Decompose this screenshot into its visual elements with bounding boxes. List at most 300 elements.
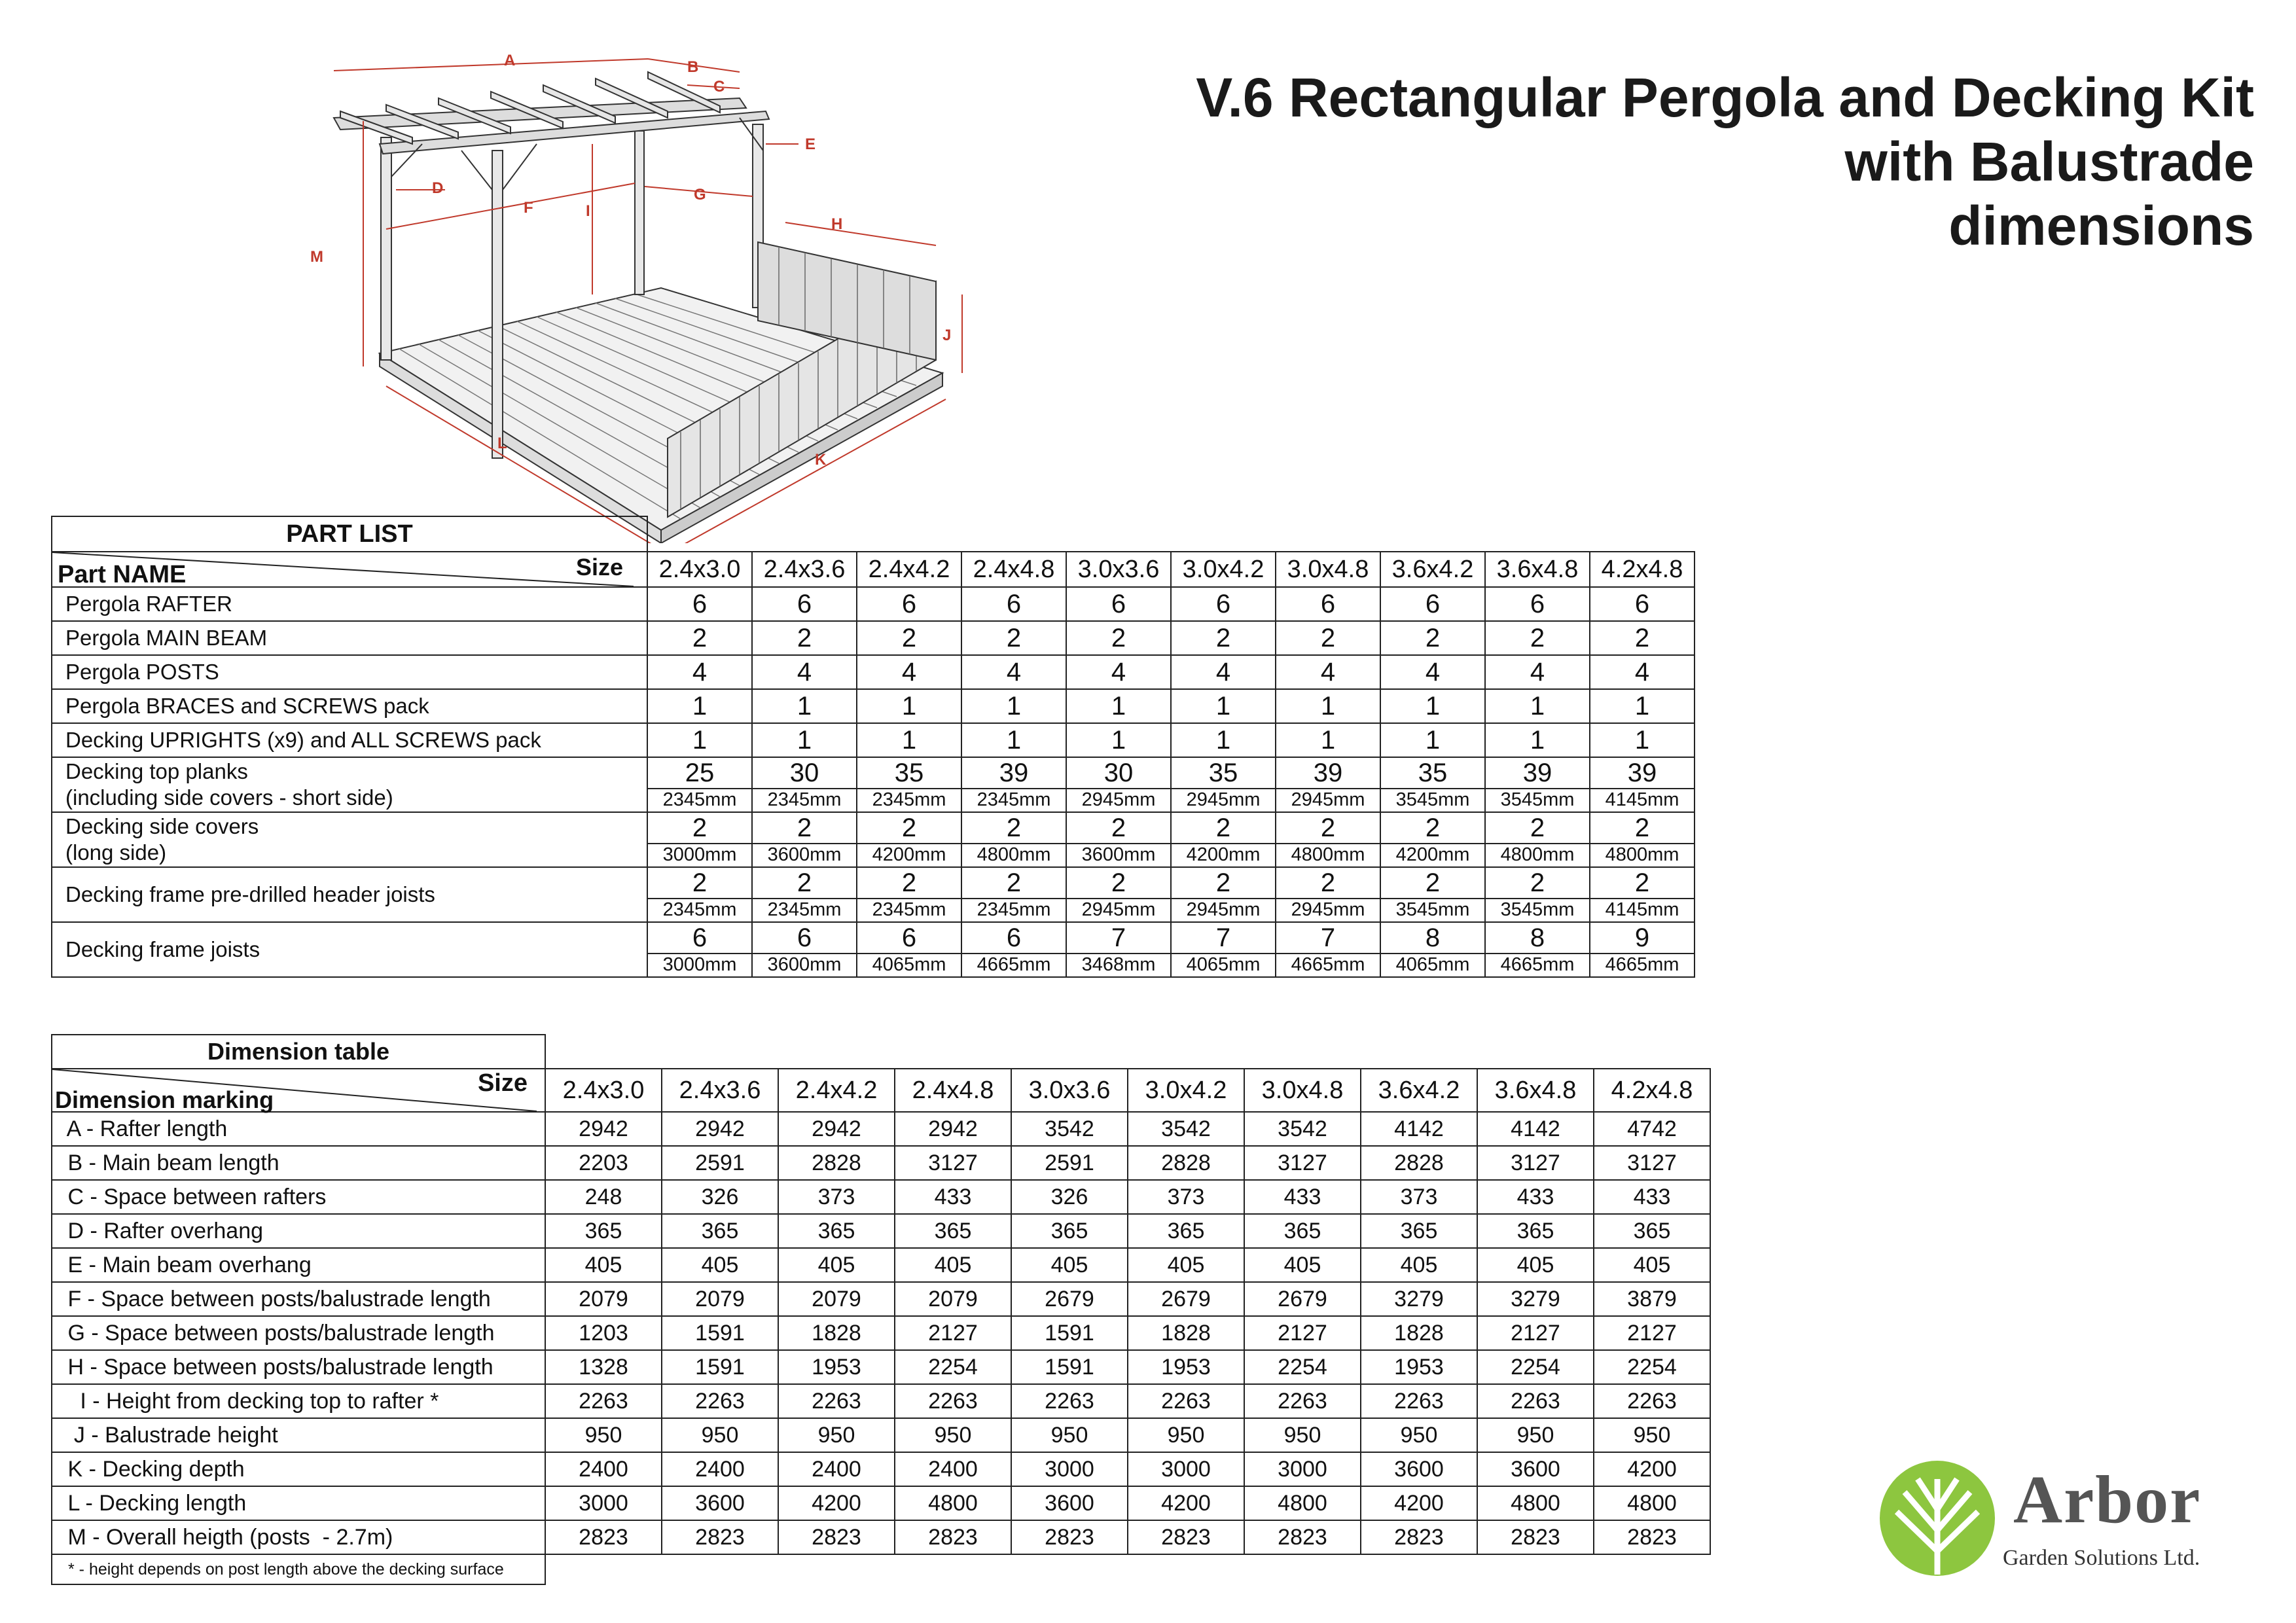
dimension-value: 3279: [1361, 1282, 1477, 1316]
dimension-row: [52, 1384, 1710, 1418]
part-row: [52, 867, 1695, 898]
part-qty: 35: [1380, 757, 1485, 788]
dimension-table-heading: Dimension table: [52, 1035, 545, 1069]
part-qty: 2: [961, 812, 1066, 843]
part-qty: 2: [1276, 621, 1380, 655]
dimension-value: 3879: [1594, 1282, 1710, 1316]
size-header: 3.0x4.2: [1171, 552, 1276, 587]
part-row: [52, 655, 1695, 689]
dimension-value: 4200: [1361, 1486, 1477, 1520]
dimension-value: 2127: [1244, 1316, 1361, 1350]
part-length: 2345mm: [961, 788, 1066, 812]
part-qty: 4: [1485, 655, 1590, 689]
dimension-name: L - Decking length: [52, 1486, 545, 1520]
part-length: 4800mm: [1276, 843, 1380, 867]
dimension-value: 950: [895, 1418, 1011, 1452]
part-qty: 2: [961, 867, 1066, 898]
part-qty: 6: [752, 922, 857, 953]
part-length: 4200mm: [1380, 843, 1485, 867]
dimension-value: 2942: [545, 1112, 662, 1146]
size-header: 4.2x4.8: [1594, 1069, 1710, 1112]
part-length: 4200mm: [1171, 843, 1276, 867]
title-line-2: with Balustrade: [1844, 131, 2254, 192]
dimension-row: [52, 1112, 1710, 1146]
dimension-value: 248: [545, 1180, 662, 1214]
size-header: 3.6x4.2: [1361, 1069, 1477, 1112]
part-qty: 2: [961, 621, 1066, 655]
part-length: 2345mm: [752, 788, 857, 812]
logo-wordmark: Arbor: [2013, 1462, 2202, 1537]
dimension-value: 433: [1477, 1180, 1594, 1214]
part-qty: 8: [1380, 922, 1485, 953]
part-qty: 2: [1066, 867, 1171, 898]
dimension-value: 405: [1477, 1248, 1594, 1282]
part-qty: 6: [961, 922, 1066, 953]
dimension-value: 2942: [662, 1112, 778, 1146]
part-list-heading: PART LIST: [52, 516, 647, 552]
part-row: [52, 812, 1695, 843]
part-name: Pergola BRACES and SCREWS pack: [52, 689, 647, 723]
dimension-value: 950: [1594, 1418, 1710, 1452]
dim-label-j: J: [942, 327, 952, 344]
dim-label-e: E: [805, 135, 816, 153]
dimension-name: E - Main beam overhang: [52, 1248, 545, 1282]
dimension-value: 950: [662, 1418, 778, 1452]
dimension-value: 1828: [1128, 1316, 1244, 1350]
dimension-value: 3127: [1594, 1146, 1710, 1180]
part-length: 4145mm: [1590, 898, 1695, 922]
dimension-value: 2823: [1477, 1520, 1594, 1554]
part-length: 2345mm: [857, 898, 961, 922]
dimension-name: M - Overall heigth (posts - 2.7m): [52, 1520, 545, 1554]
dimension-name: G - Space between posts/balustrade length: [52, 1316, 545, 1350]
dimension-value: 365: [1011, 1214, 1128, 1248]
size-header: 2.4x4.2: [778, 1069, 895, 1112]
page-title: [1196, 65, 2254, 258]
dimension-value: 373: [778, 1180, 895, 1214]
part-qty: 35: [857, 757, 961, 788]
dimension-value: 950: [1361, 1418, 1477, 1452]
dimension-value: 1953: [1128, 1350, 1244, 1384]
dimension-table: [51, 1034, 1711, 1585]
dimension-value: 2679: [1011, 1282, 1128, 1316]
size-header: 2.4x4.2: [857, 552, 961, 587]
part-length: 3600mm: [752, 843, 857, 867]
dimension-value: 2127: [1477, 1316, 1594, 1350]
part-name: Pergola MAIN BEAM: [52, 621, 647, 655]
part-qty: 39: [961, 757, 1066, 788]
part-length: 2345mm: [857, 788, 961, 812]
dimension-value: 433: [1244, 1180, 1361, 1214]
part-qty: 6: [961, 587, 1066, 621]
dimension-row: [52, 1350, 1710, 1384]
dimension-value: 405: [1011, 1248, 1128, 1282]
dimension-row: [52, 1214, 1710, 1248]
part-name: [52, 922, 647, 977]
dimension-value: 1953: [778, 1350, 895, 1384]
part-qty: 1: [647, 723, 752, 757]
dimension-value: 4800: [1477, 1486, 1594, 1520]
dimension-value: 3000: [1011, 1452, 1128, 1486]
dimension-name: D - Rafter overhang: [52, 1214, 545, 1248]
dimension-value: 2823: [662, 1520, 778, 1554]
size-header: 3.0x4.2: [1128, 1069, 1244, 1112]
dimension-value: 1591: [1011, 1350, 1128, 1384]
part-length: 4065mm: [857, 953, 961, 977]
part-name: [52, 757, 647, 812]
dimension-value: 1953: [1361, 1350, 1477, 1384]
dimension-value: 2823: [1128, 1520, 1244, 1554]
part-qty: 6: [647, 587, 752, 621]
part-qty: 9: [1590, 922, 1695, 953]
part-name-line-1: Decking frame joists: [65, 937, 260, 961]
dimension-value: 2591: [1011, 1146, 1128, 1180]
dimension-value: 405: [1594, 1248, 1710, 1282]
part-qty: 2: [1276, 867, 1380, 898]
dimension-row: [52, 1146, 1710, 1180]
dimension-value: 2823: [895, 1520, 1011, 1554]
part-qty: 2: [647, 621, 752, 655]
dimension-value: 2254: [895, 1350, 1011, 1384]
dimension-value: 2254: [1477, 1350, 1594, 1384]
size-header: 2.4x4.8: [961, 552, 1066, 587]
part-qty: 1: [1485, 689, 1590, 723]
size-header: 3.6x4.8: [1485, 552, 1590, 587]
dimension-table-corner: [52, 1069, 545, 1112]
part-qty: 1: [1276, 689, 1380, 723]
part-length: 2345mm: [752, 898, 857, 922]
dimension-value: 3000: [1244, 1452, 1361, 1486]
size-header: 4.2x4.8: [1590, 552, 1695, 587]
part-name-line-2: (long side): [65, 840, 167, 865]
dimension-value: 365: [1128, 1214, 1244, 1248]
dimension-value: 433: [1594, 1180, 1710, 1214]
part-qty: 2: [1590, 621, 1695, 655]
size-header: 3.0x4.8: [1276, 552, 1380, 587]
part-qty: 1: [752, 723, 857, 757]
dim-label-b: B: [687, 58, 699, 76]
part-qty: 2: [1380, 812, 1485, 843]
dim-label-m: M: [310, 248, 323, 266]
size-label: Size: [575, 554, 623, 580]
part-qty: 2: [857, 867, 961, 898]
dimension-value: 3279: [1477, 1282, 1594, 1316]
part-qty: 2: [752, 812, 857, 843]
dimension-value: 2079: [545, 1282, 662, 1316]
dimension-value: 4800: [1244, 1486, 1361, 1520]
dimension-value: 1328: [545, 1350, 662, 1384]
dimension-value: 3542: [1128, 1112, 1244, 1146]
size-header: 3.0x4.8: [1244, 1069, 1361, 1112]
part-qty: 1: [1380, 689, 1485, 723]
part-list-table: [51, 516, 1695, 978]
size-header: 2.4x3.0: [647, 552, 752, 587]
part-row: [52, 621, 1695, 655]
part-length: 2945mm: [1276, 898, 1380, 922]
part-qty: 25: [647, 757, 752, 788]
dimension-value: 2263: [662, 1384, 778, 1418]
part-qty: 1: [857, 723, 961, 757]
dimension-value: 405: [545, 1248, 662, 1282]
part-length: 3468mm: [1066, 953, 1171, 977]
dimension-value: 2263: [1361, 1384, 1477, 1418]
part-name: Decking UPRIGHTS (x9) and ALL SCREWS pack: [52, 723, 647, 757]
size-header: 2.4x3.6: [662, 1069, 778, 1112]
dimension-value: 405: [662, 1248, 778, 1282]
part-row: [52, 757, 1695, 788]
part-qty: 2: [1171, 621, 1276, 655]
dimension-value: 2591: [662, 1146, 778, 1180]
part-qty: 2: [1590, 812, 1695, 843]
dimension-value: 2263: [1011, 1384, 1128, 1418]
part-qty: 1: [1590, 723, 1695, 757]
size-header: 3.0x3.6: [1066, 552, 1171, 587]
part-qty: 2: [1590, 867, 1695, 898]
dimension-name: C - Space between rafters: [52, 1180, 545, 1214]
dimension-name: K - Decking depth: [52, 1452, 545, 1486]
part-qty: 6: [1276, 587, 1380, 621]
part-length: 2945mm: [1171, 788, 1276, 812]
dimension-value: 2263: [1128, 1384, 1244, 1418]
part-length: 3545mm: [1485, 898, 1590, 922]
dimension-value: 950: [778, 1418, 895, 1452]
part-qty: 2: [1380, 867, 1485, 898]
dimension-value: 4800: [1594, 1486, 1710, 1520]
dimension-value: 1591: [1011, 1316, 1128, 1350]
dimension-value: 433: [895, 1180, 1011, 1214]
part-length: 3600mm: [1066, 843, 1171, 867]
dimension-name: J - Balustrade height: [52, 1418, 545, 1452]
part-qty: 1: [647, 689, 752, 723]
part-row: [52, 689, 1695, 723]
part-length: 3545mm: [1380, 788, 1485, 812]
dimension-value: 2828: [778, 1146, 895, 1180]
size-header: 2.4x3.0: [545, 1069, 662, 1112]
dimension-value: 1591: [662, 1350, 778, 1384]
dimension-value: 2823: [1594, 1520, 1710, 1554]
part-name: Pergola POSTS: [52, 655, 647, 689]
dimension-marking-label: Dimension marking: [55, 1086, 274, 1113]
part-qty: 6: [752, 587, 857, 621]
part-row: [52, 723, 1695, 757]
part-length: 4800mm: [1590, 843, 1695, 867]
dimension-name: B - Main beam length: [52, 1146, 545, 1180]
dimension-value: 3542: [1011, 1112, 1128, 1146]
dim-label-c: C: [713, 78, 725, 96]
dimension-value: 2079: [895, 1282, 1011, 1316]
dim-label-l: L: [497, 435, 507, 452]
part-qty: 30: [1066, 757, 1171, 788]
part-length: 4665mm: [961, 953, 1066, 977]
dimension-value: 3600: [1477, 1452, 1594, 1486]
part-qty: 6: [1171, 587, 1276, 621]
part-qty: 1: [1066, 689, 1171, 723]
part-length: 3600mm: [752, 953, 857, 977]
part-qty: 7: [1276, 922, 1380, 953]
part-length: 2945mm: [1066, 898, 1171, 922]
dimension-value: 405: [778, 1248, 895, 1282]
dimension-value: 2679: [1128, 1282, 1244, 1316]
part-qty: 6: [1066, 587, 1171, 621]
part-qty: 6: [857, 587, 961, 621]
dimension-value: 950: [545, 1418, 662, 1452]
dimension-value: 950: [1477, 1418, 1594, 1452]
part-qty: 6: [1485, 587, 1590, 621]
part-length: 4665mm: [1276, 953, 1380, 977]
dimension-value: 3600: [662, 1486, 778, 1520]
dimension-value: 373: [1128, 1180, 1244, 1214]
dimension-value: 1828: [778, 1316, 895, 1350]
part-qty: 6: [1590, 587, 1695, 621]
dimension-value: 950: [1244, 1418, 1361, 1452]
part-length: 4665mm: [1485, 953, 1590, 977]
part-qty: 2: [1380, 621, 1485, 655]
part-qty: 4: [1276, 655, 1380, 689]
dimension-value: 405: [895, 1248, 1011, 1282]
size-header: 3.6x4.8: [1477, 1069, 1594, 1112]
part-qty: 2: [1485, 621, 1590, 655]
dimension-value: 2828: [1128, 1146, 1244, 1180]
dimension-value: 2400: [895, 1452, 1011, 1486]
part-qty: 1: [1590, 689, 1695, 723]
dimension-value: 1828: [1361, 1316, 1477, 1350]
dimension-value: 3127: [895, 1146, 1011, 1180]
title-line-1: V.6 Rectangular Pergola and Decking Kit: [1196, 67, 2254, 128]
dimension-value: 4800: [895, 1486, 1011, 1520]
dimension-value: 2942: [895, 1112, 1011, 1146]
part-length: 4145mm: [1590, 788, 1695, 812]
part-length: 3000mm: [647, 953, 752, 977]
dimension-value: 326: [1011, 1180, 1128, 1214]
part-qty: 1: [857, 689, 961, 723]
part-row: [52, 922, 1695, 953]
dimension-name: H - Space between posts/balustrade length: [52, 1350, 545, 1384]
part-qty: 7: [1066, 922, 1171, 953]
part-length: 2945mm: [1171, 898, 1276, 922]
dimension-value: 2203: [545, 1146, 662, 1180]
dimension-value: 4200: [778, 1486, 895, 1520]
dimension-value: 2263: [1244, 1384, 1361, 1418]
part-length: 4665mm: [1590, 953, 1695, 977]
dim-label-g: G: [694, 186, 706, 204]
dimension-value: 365: [778, 1214, 895, 1248]
part-length: 2345mm: [647, 788, 752, 812]
part-qty: 4: [752, 655, 857, 689]
dimension-value: 3127: [1477, 1146, 1594, 1180]
part-qty: 2: [857, 812, 961, 843]
dimension-value: 326: [662, 1180, 778, 1214]
dimension-value: 2679: [1244, 1282, 1361, 1316]
dimension-name: A - Rafter length: [52, 1112, 545, 1146]
part-qty: 1: [1066, 723, 1171, 757]
dimension-value: 2254: [1244, 1350, 1361, 1384]
dimension-value: 3000: [545, 1486, 662, 1520]
dimension-value: 2823: [1361, 1520, 1477, 1554]
dimension-value: 2263: [1594, 1384, 1710, 1418]
part-name: [52, 812, 647, 867]
part-name-line-2: (including side covers - short side): [65, 785, 393, 810]
dimension-row: [52, 1486, 1710, 1520]
dimension-value: 2823: [778, 1520, 895, 1554]
size-header: 3.6x4.2: [1380, 552, 1485, 587]
part-qty: 4: [1066, 655, 1171, 689]
part-qty: 4: [1380, 655, 1485, 689]
part-qty: 2: [1485, 812, 1590, 843]
dimension-row: [52, 1452, 1710, 1486]
part-name-line-1: Decking top planks: [65, 759, 248, 783]
part-qty: 2: [1485, 867, 1590, 898]
part-length: 3545mm: [1485, 788, 1590, 812]
part-qty: 2: [1066, 812, 1171, 843]
dimension-value: 4142: [1477, 1112, 1594, 1146]
part-qty: 2: [1171, 867, 1276, 898]
part-length: 3000mm: [647, 843, 752, 867]
dimension-value: 3127: [1244, 1146, 1361, 1180]
dimension-value: 4742: [1594, 1112, 1710, 1146]
part-list-corner: [52, 552, 647, 587]
title-line-3: dimensions: [1948, 195, 2254, 257]
dim-label-a: A: [504, 52, 516, 69]
logo-subtitle: Garden Solutions Ltd.: [2003, 1546, 2200, 1570]
dimension-value: 2823: [1244, 1520, 1361, 1554]
part-qty: 6: [1380, 587, 1485, 621]
footnote: * - height depends on post length above the decking surface: [52, 1554, 545, 1584]
part-name: [52, 867, 647, 922]
dimension-value: 2263: [895, 1384, 1011, 1418]
part-length: 4200mm: [857, 843, 961, 867]
part-name-line-1: Decking side covers: [65, 814, 259, 838]
part-qty: 2: [857, 621, 961, 655]
dimension-value: 365: [895, 1214, 1011, 1248]
dimension-row: [52, 1282, 1710, 1316]
dimension-value: 2263: [1477, 1384, 1594, 1418]
part-qty: 4: [857, 655, 961, 689]
part-qty: 39: [1590, 757, 1695, 788]
dimension-value: 2400: [662, 1452, 778, 1486]
part-qty: 2: [647, 812, 752, 843]
part-qty: 6: [857, 922, 961, 953]
part-qty: 7: [1171, 922, 1276, 953]
dimension-row: [52, 1418, 1710, 1452]
dimension-value: 4200: [1128, 1486, 1244, 1520]
part-qty: 39: [1276, 757, 1380, 788]
dim-label-i: I: [586, 202, 590, 220]
part-qty: 2: [1276, 812, 1380, 843]
part-qty: 4: [647, 655, 752, 689]
part-row: [52, 587, 1695, 621]
dimension-value: 3000: [1128, 1452, 1244, 1486]
dimension-value: 3600: [1011, 1486, 1128, 1520]
dim-label-f: F: [524, 199, 533, 217]
dimension-value: 2127: [895, 1316, 1011, 1350]
part-qty: 35: [1171, 757, 1276, 788]
part-length: 4800mm: [1485, 843, 1590, 867]
dimension-value: 2079: [662, 1282, 778, 1316]
dimension-value: 405: [1244, 1248, 1361, 1282]
part-length: 4800mm: [961, 843, 1066, 867]
part-qty: 30: [752, 757, 857, 788]
dimension-value: 1591: [662, 1316, 778, 1350]
dimension-value: 2823: [1011, 1520, 1128, 1554]
dimension-value: 950: [1011, 1418, 1128, 1452]
dimension-value: 2254: [1594, 1350, 1710, 1384]
part-qty: 4: [1590, 655, 1695, 689]
dimension-value: 950: [1128, 1418, 1244, 1452]
dimension-row: [52, 1248, 1710, 1282]
dim-label-d: D: [432, 179, 444, 197]
part-length: 2345mm: [647, 898, 752, 922]
dimension-value: 2400: [778, 1452, 895, 1486]
